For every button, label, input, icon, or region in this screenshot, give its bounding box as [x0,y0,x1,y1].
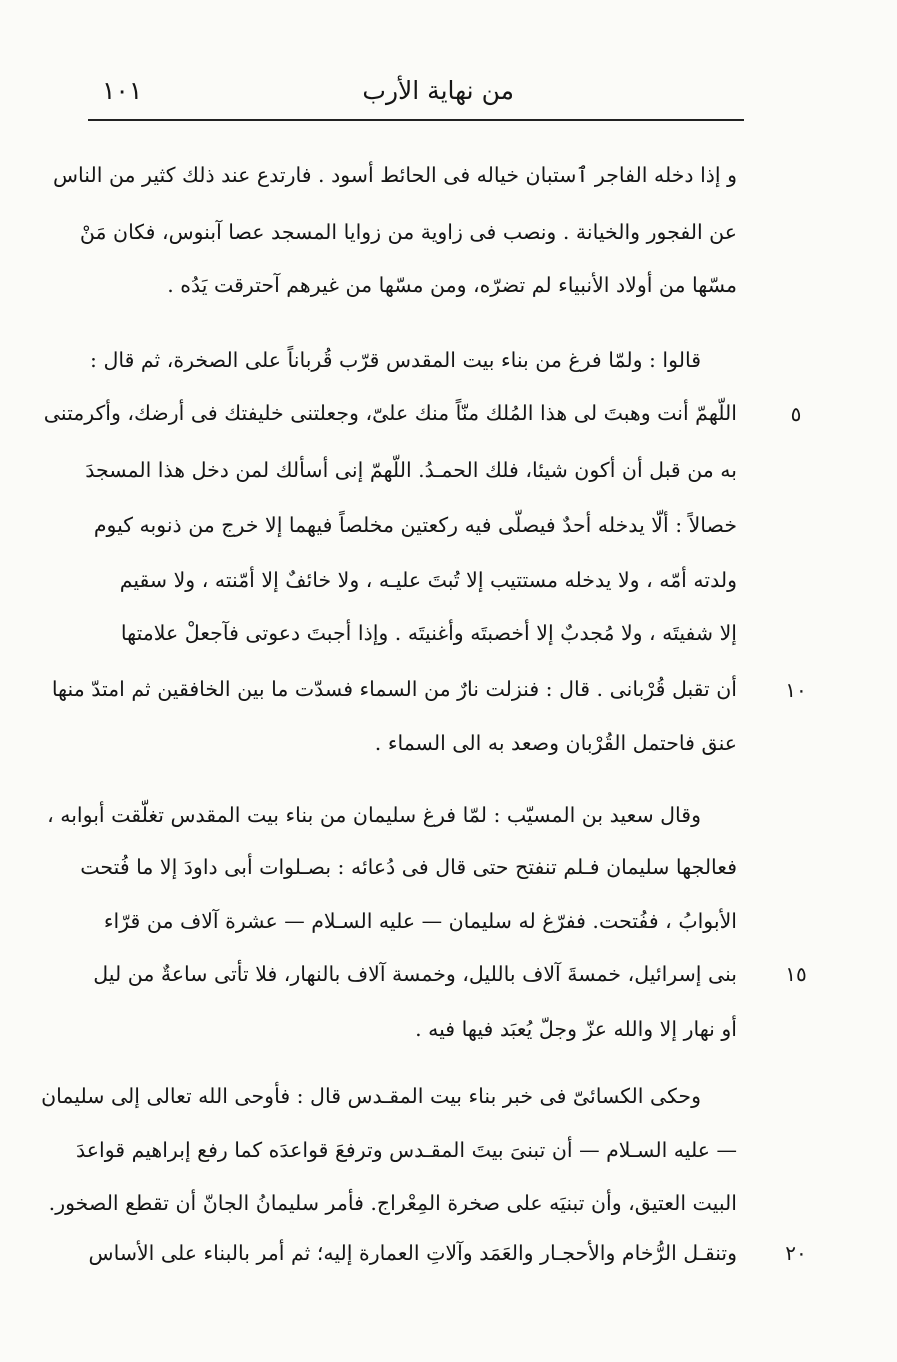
text-line: قالوا : ولمّا فرغ من بناء بيت المقدس قرّب قُرباناً على الصخرة، ثم قال : [90,348,701,372]
text-line: فعالجها سليمان فـلم تنفتح حتى قال فى دُعائه : بصـلوات أبى داودَ إلا ما فُتحت [80,855,737,879]
header-rule [88,119,744,121]
page-number: ١٠١ [102,76,143,105]
text-line: بنى إسرائيل، خمسةَ آلاف بالليل، وخمسة آلاف بالنهار، فلا تأتى ساعةٌ من ليل [93,962,737,986]
text-line: — عليه السـلام — أن تبنىَ بيتَ المقـدس وترفعَ قواعدَه كما رفع إبراهيم قواعدَ [76,1138,737,1162]
text-line: خصالاً : ألّا يدخله أحدٌ فيصلّى فيه ركعتين مخلصاً فيهما إلا خرج من ذنوبه كيوم [93,513,737,537]
text-line: اللّهمّ أنت وهبتَ لى هذا المُلك منّاً منك علىّ، وجعلتنى خليفتك فى أرضك، وأكرمتنى [43,401,737,425]
page-header [88,72,744,120]
running-title: من نهاية الأرب [362,76,514,105]
line-number-marker: ٢٠ [785,1241,807,1265]
text-line: وتنقـل الرُّخام والأحجـار والعَمَد وآلاتِ العمارة إليه؛ ثم أمر بالبناء على الأساس [88,1241,737,1265]
text-line: وقال سعيد بن المسيّب : لمّا فرغ سليمان من بناء بيت المقدس تغلّقت أبوابه ، [47,803,701,827]
text-line: إلا شفيتَه ، ولا مُجدبٌ إلا أخصبتَه وأغنيتَه . وإذا أجبتَ دعوتى فآجعلْ علامتها [120,621,737,645]
text-line: البيت العتيق، وأن تبنيَه على صخرة المِعْراج. فأمر سليمانُ الجانّ أن تقطع الصخور. [48,1191,737,1215]
text-line: ولدته أمّه ، ولا يدخله مستتيب إلا تُبتَ عليـه ، ولا خائفٌ إلا أمّنته ، ولا سقيم [119,568,737,592]
line-number-marker: ١٥ [785,962,807,986]
text-line: أن تقبل قُرْبانى . قال : فنزلت نارٌ من السماء فسدّت ما بين الخافقين ثم امتدّ منها [51,677,737,701]
line-number-marker: ٥ [790,402,802,426]
line-number-marker: ١٠ [785,678,807,702]
text-line: أو نهار إلا والله عزّ وجلّ يُعبَد فيها فيه . [415,1017,737,1041]
text-line: به من قبل أن أكون شيئا، فلك الحمـدُ. اللّهمّ إنى أسألك لمن دخل هذا المسجدَ [85,458,737,482]
text-line: عن الفجور والخيانة . ونصب فى زاوية من زوايا المسجد عصا آبنوس، فكان مَنْ [79,220,737,244]
text-line: الأبوابُ ، ففُتحت. ففرّغ له سليمان — عليه السـلام — عشرة آلاف من قرّاء [103,909,737,933]
text-line: و إذا دخله الفاجر ٱستبان خياله فى الحائط أسود . فارتدع عند ذلك كثير من الناس [53,163,737,187]
text-line: مسّها من أولاد الأنبياء لم تضرّه، ومن مسّها من غيرهم آحترقت يَدُه . [167,273,737,297]
text-line: عنق فاحتمل القُرْبان وصعد به الى السماء . [374,731,737,755]
text-line: وحكى الكسائىّ فى خبر بناء بيت المقـدس قال : فأوحى الله تعالى إلى سليمان [41,1084,701,1108]
